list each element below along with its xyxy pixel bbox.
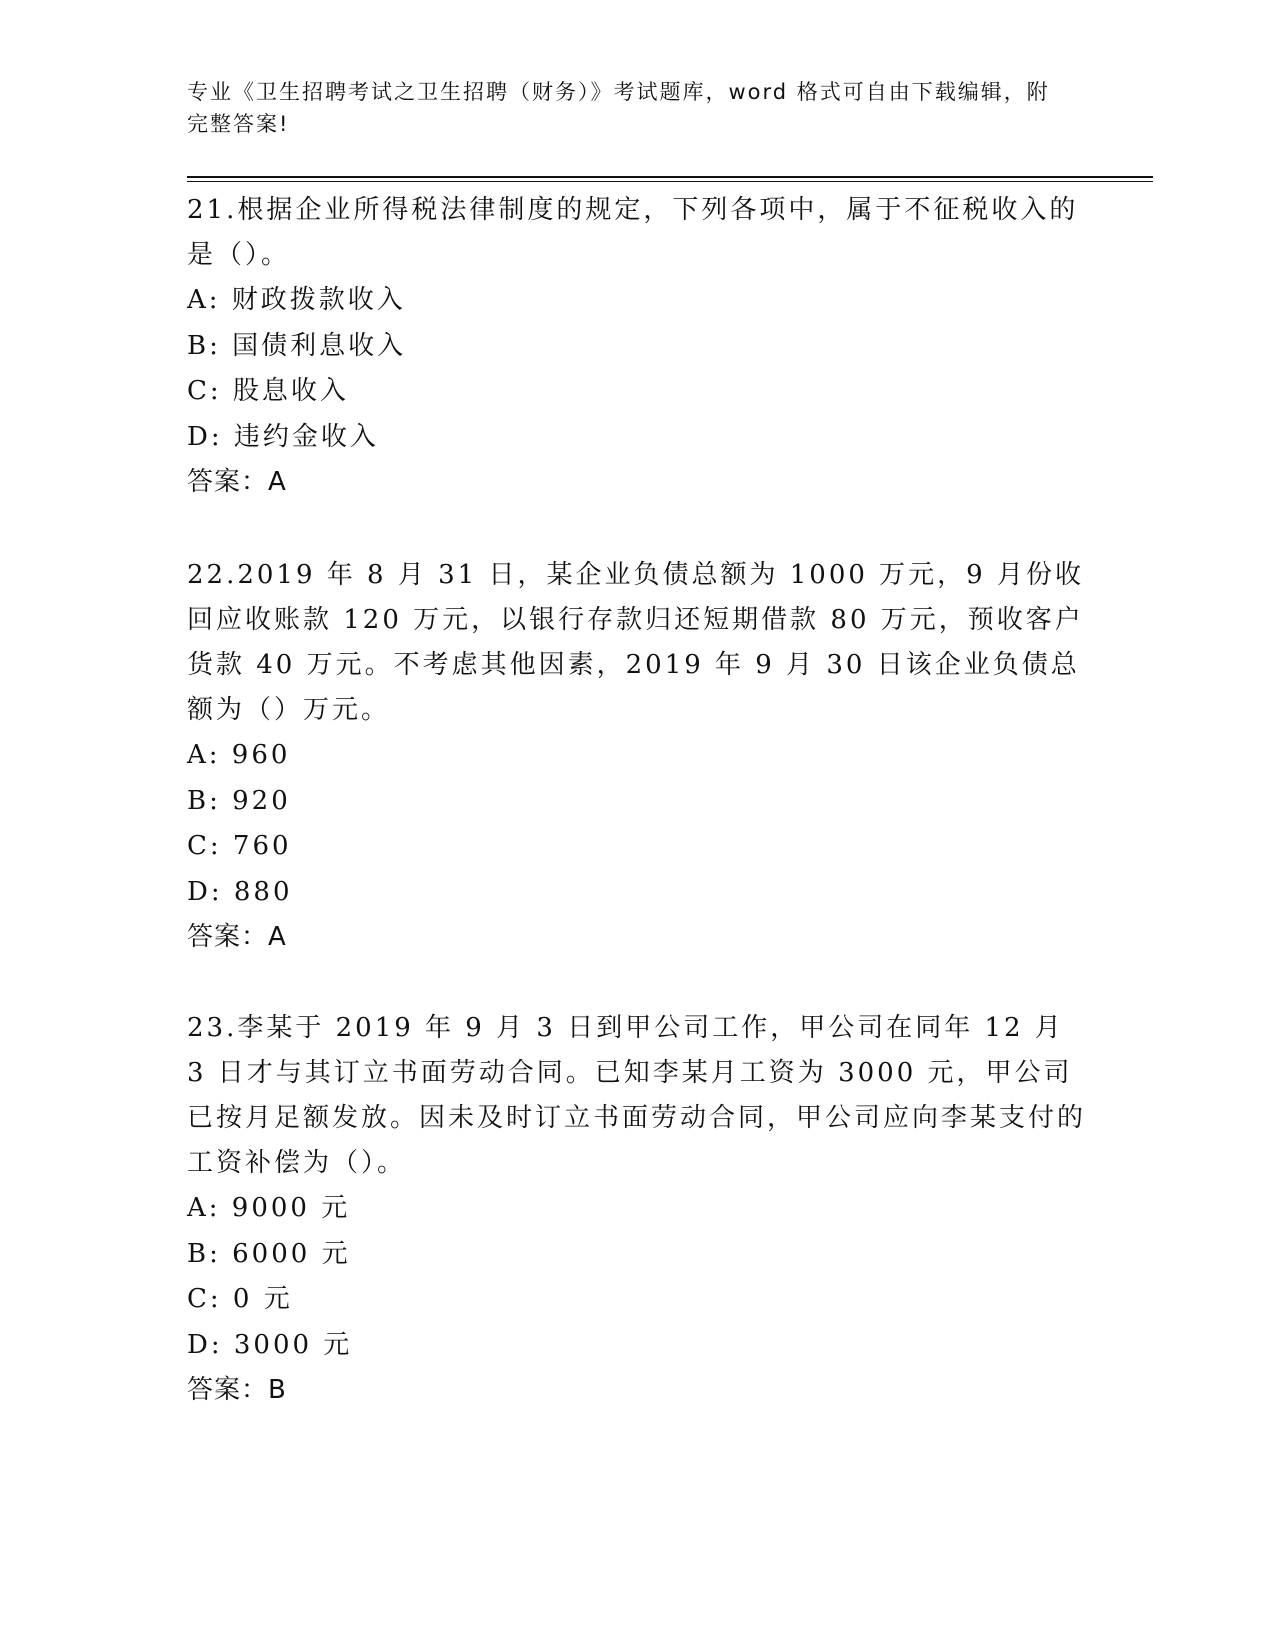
question-stem: 23.李某于 2019 年 9 月 3 日到甲公司工作，甲公司在同年 12 月 3 日才与其订立书面劳动合同。已知李某月工资为 3000 元，甲公司已按月足额发放。因未及时订立书面劳动合同，甲公司应向李某支付的工资补偿为（）。 bbox=[187, 1013, 1087, 1178]
option-a: A: 财政拨款收入 bbox=[187, 285, 406, 315]
answer: 答案：A bbox=[187, 467, 287, 497]
option-a: A: 960 bbox=[187, 740, 291, 770]
option-a: A: 9000 元 bbox=[187, 1193, 351, 1223]
answer: 答案：B bbox=[187, 1375, 287, 1405]
option-b: B: 6000 元 bbox=[187, 1238, 351, 1269]
answer: 答案：A bbox=[187, 922, 287, 952]
header-divider-thin bbox=[187, 181, 1153, 182]
question-stem: 22.2019 年 8 月 31 日，某企业负债总额为 1000 万元，9 月份收回应收账款 120 万元，以银行存款归还短期借款 80 万元，预收客户货款 40 万元。不考虑其他因素，2019 年 9 月 30 日该企业负债总额为（）万元。 bbox=[187, 560, 1084, 725]
document-header: 专业《卫生招聘考试之卫生招聘（财务）》考试题库，word 格式可自由下载编辑，附完整答案! bbox=[187, 80, 1050, 136]
option-d: D: 违约金收入 bbox=[187, 421, 379, 452]
option-c: C: 股息收入 bbox=[187, 376, 349, 406]
option-c: C: 0 元 bbox=[187, 1284, 293, 1314]
option-d: D: 3000 元 bbox=[187, 1329, 353, 1360]
header-divider-thick bbox=[187, 176, 1153, 178]
option-b: B: 920 bbox=[187, 785, 291, 816]
option-b: B: 国债利息收入 bbox=[187, 330, 407, 361]
option-d: D: 880 bbox=[187, 876, 293, 907]
question-21 bbox=[187, 188, 1087, 505]
question-22 bbox=[187, 553, 1087, 960]
question-stem: 21.根据企业所得税法律制度的规定，下列各项中，属于不征税收入的是（）。 bbox=[187, 195, 1079, 270]
question-23 bbox=[187, 1006, 1087, 1413]
option-c: C: 760 bbox=[187, 831, 292, 861]
